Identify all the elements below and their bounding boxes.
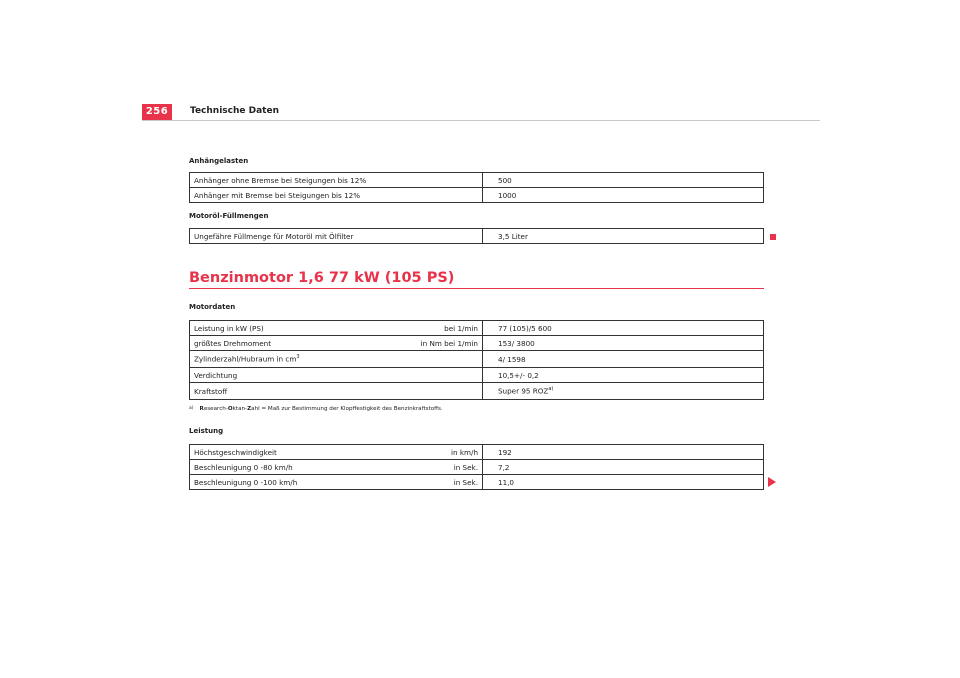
row-value [483, 383, 764, 400]
row-value: 192 [483, 445, 764, 460]
row-label: Anhänger ohne Bremse bei Steigungen bis 12% [190, 173, 483, 188]
section-label-anhaengelasten: Anhängelasten [189, 157, 249, 165]
row-label: Ungefähre Füllmenge für Motoröl mit Ölfilter [190, 229, 483, 244]
footnote [189, 406, 443, 412]
table-leistung [189, 444, 764, 490]
table-row [190, 229, 764, 244]
row-unit: in Sek. [453, 462, 478, 472]
table-row [190, 460, 764, 475]
row-label: Verdichtung [190, 368, 483, 383]
row-value: 11,0 [483, 475, 764, 490]
row-label-text: Beschleunigung 0 -80 km/h [194, 462, 293, 472]
row-label: Kraftstoff [190, 383, 483, 400]
arrow-right-icon [768, 477, 776, 487]
row-value: 77 (105)/5 600 [483, 321, 764, 336]
row-value: 7,2 [483, 460, 764, 475]
row-label-text: größtes Drehmoment [194, 338, 272, 348]
table-row [190, 368, 764, 383]
table-row [190, 321, 764, 336]
row-label [190, 475, 483, 490]
row-value: 1000 [483, 188, 764, 203]
section-label-motordaten: Motordaten [189, 303, 236, 311]
section-label-motoroel: Motoröl-Füllmengen [189, 212, 269, 220]
end-square-icon [770, 234, 776, 240]
footnote-initial: Z [247, 406, 252, 412]
footnote-mark: a) [189, 406, 194, 411]
table-motordaten [189, 320, 764, 400]
table-anhaengelasten [189, 172, 764, 203]
footnote-text: ktan- [232, 406, 248, 412]
page-header-title: Technische Daten [190, 106, 279, 116]
section-label-leistung: Leistung [189, 427, 224, 435]
table-row [190, 445, 764, 460]
row-unit: in km/h [451, 447, 478, 457]
row-label [190, 351, 483, 368]
row-unit: bei 1/min [444, 323, 478, 333]
row-value: 3,5 Liter [483, 229, 764, 244]
heading-divider [189, 288, 764, 289]
row-unit: in Nm bei 1/min [420, 338, 478, 348]
superscript: 3 [296, 354, 300, 361]
table-row [190, 188, 764, 203]
footnote-text: ahl = Maß zur Bestimmung der Klopffestigkeit des Benzinkraftstoffs. [251, 406, 443, 412]
table-row [190, 475, 764, 490]
header-divider [142, 120, 820, 121]
page-number: 256 [142, 104, 172, 120]
row-label [190, 445, 483, 460]
row-value: 500 [483, 173, 764, 188]
row-label-text: Leistung in kW (PS) [194, 323, 264, 333]
row-label: Anhänger mit Bremse bei Steigungen bis 12% [190, 188, 483, 203]
row-label [190, 460, 483, 475]
row-value: 4/ 1598 [483, 351, 764, 368]
row-label-text: Beschleunigung 0 -100 km/h [194, 477, 298, 487]
section-heading: Benzinmotor 1,6 77 kW (105 PS) [189, 270, 455, 286]
row-label-text: Zylinderzahl/Hubraum in cm [194, 354, 297, 364]
table-row [190, 351, 764, 368]
footnote-initial: O [227, 406, 233, 412]
row-label-text: Höchstgeschwindigkeit [194, 447, 277, 457]
table-motoroel [189, 228, 764, 244]
footnote-ref: a) [548, 386, 554, 393]
table-row [190, 383, 764, 400]
row-value: 10,5+/- 0,2 [483, 368, 764, 383]
row-label [190, 336, 483, 351]
footnote-text: esearch- [203, 406, 228, 412]
footnote-initial: R [199, 406, 204, 412]
table-row [190, 173, 764, 188]
table-row [190, 336, 764, 351]
row-label [190, 321, 483, 336]
row-value: 153/ 3800 [483, 336, 764, 351]
row-unit: in Sek. [453, 477, 478, 487]
row-value-text: Super 95 ROZ [498, 386, 549, 396]
